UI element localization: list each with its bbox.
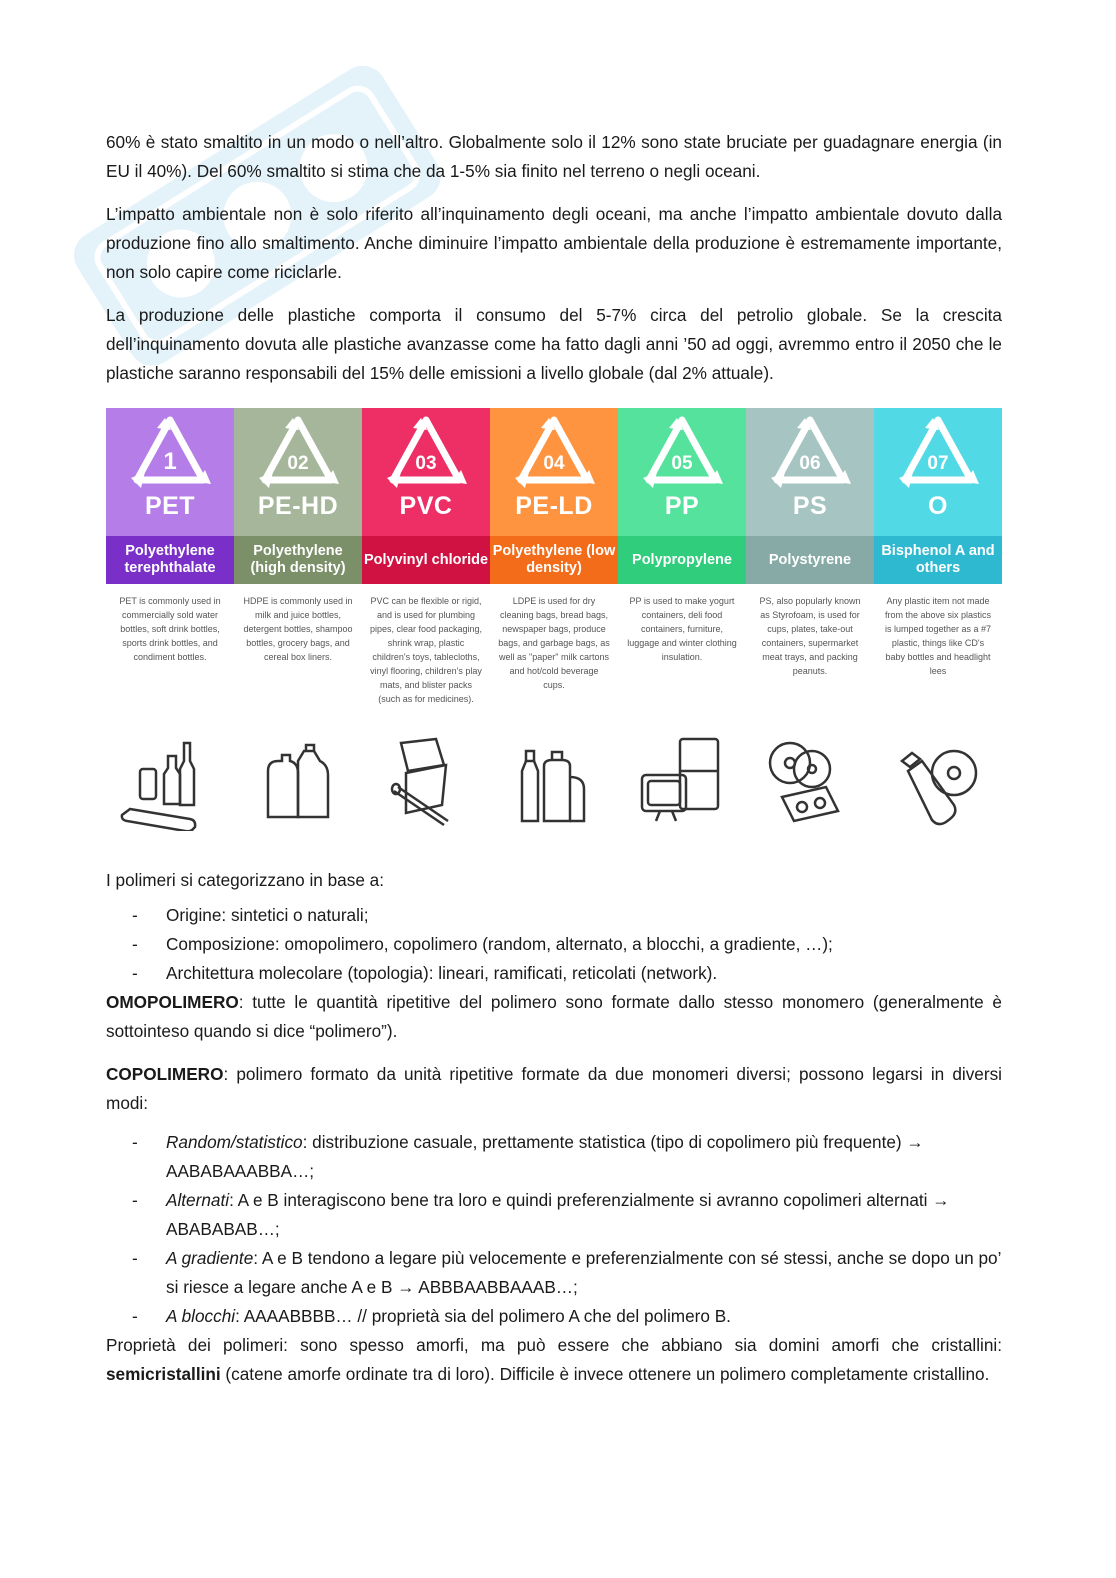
plastic-type-o xyxy=(874,408,1002,836)
resin-code-abbreviation: PE-LD xyxy=(515,492,593,520)
plastic-description: PS, also popularly known as Styrofoam, is used for cups, plates, take-out containers, supermarket meat trays, and packing peanuts. xyxy=(759,596,861,676)
resin-code-number: 06 xyxy=(799,453,821,474)
plastic-types-infographic xyxy=(106,408,1002,848)
resin-code-number: 1 xyxy=(163,448,177,475)
plastic-header xyxy=(618,408,746,536)
paragraph-environmental-impact: L’impatto ambientale non è solo riferito all’inquinamento degli oceani, ma anche l’impatto ambientale dovuto dalla produzione fino allo smaltimento. Anche diminuire l’impatto ambientale della produzione è estremamente importante, non solo capire come riciclarle. xyxy=(106,204,1002,282)
plastic-header xyxy=(874,408,1002,536)
resin-code-number: 07 xyxy=(927,453,949,474)
plastic-type-pp xyxy=(618,408,746,836)
plastic-type-pvc xyxy=(362,408,490,836)
detergent-bottles-icon xyxy=(504,726,604,836)
copolimero-type-label: Alternati xyxy=(166,1190,230,1210)
copolimero-list xyxy=(106,1128,1002,1331)
discs-videotape-icon xyxy=(760,726,860,836)
resin-code-abbreviation: PET xyxy=(144,492,196,520)
recycling-triangle-icon xyxy=(895,414,981,494)
omopolimero-text: : tutte le quantità ripetitive del polimero sono formate dallo stesso monomero (generalmente è sottointeso quando si dice “polimero”). xyxy=(106,992,1002,1041)
plastic-description: PET is commonly used in commercially sold water bottles, soft drink bottles, sports drink bottles, and condiment bottles. xyxy=(119,596,221,662)
pipe-roll-icon xyxy=(376,726,476,836)
plastic-type-pe-hd xyxy=(234,408,362,836)
plastic-description: PVC can be flexible or rigid, and is used for plumbing pipes, clear food packaging, shrink wrap, plastic children's toys, tablecloths, vinyl flooring, children's play mats, and blister packs (such as for medicines). xyxy=(369,596,483,704)
list-item: - Alternati: A e B interagiscono bene tra loro e quindi preferenzialmente si avranno copolimeri alternati → ABABABAB…; xyxy=(106,1186,1002,1244)
resin-code-abbreviation: PS xyxy=(792,492,828,520)
plastic-description: PP is used to make yogurt containers, deli food containers, furniture, luggage and winter clothing insulation. xyxy=(627,596,737,662)
plastic-header xyxy=(490,408,618,536)
appliances-icon xyxy=(632,726,732,836)
copolimero-type-label: Random/statistico xyxy=(166,1132,303,1152)
copolimero-text: : polimero formato da unità ripetitive formate da due monomeri diversi; possono legarsi in diversi modi: xyxy=(106,1064,1002,1113)
resin-code-number: 05 xyxy=(671,453,693,474)
list-item: - Origine: sintetici o naturali; xyxy=(106,901,1002,930)
resin-code-abbreviation: PP xyxy=(664,492,700,520)
resin-code-abbreviation: PVC xyxy=(399,492,453,520)
list-item: - Architettura molecolare (topologia): lineari, ramificati, reticolati (network). xyxy=(106,959,1002,988)
resin-code-abbreviation: PE-HD xyxy=(257,492,339,520)
paragraph-production: La produzione delle plastiche comporta il consumo del 5-7% circa del petrolio globale. Se la crescita dell’inquinamento dovuta alle plastiche avanzasse come ha fatto dagli anni ’50 ad oggi, avremmo entro il 2050 che le plastiche saranno responsabili del 15% delle emissioni a livello globale (dal 2% attuale). xyxy=(106,305,1002,383)
resin-code-number: 04 xyxy=(543,453,565,474)
paragraph-disposal: 60% è stato smaltito in un modo o nell’altro. Globalmente solo il 12% sono state bruciate per guadagnare energia (in EU il 40%). Del 60% smaltito si stima che da 1-5% sia finito nel terreno o negli oceani. xyxy=(106,132,1002,181)
copolimero-type-label: A gradiente xyxy=(166,1248,254,1268)
semicristallini-term: semicristallini xyxy=(106,1364,221,1384)
resin-code-number: 03 xyxy=(415,453,437,474)
copolimero-type-label: A blocchi xyxy=(166,1306,236,1326)
list-item: - Composizione: omopolimero, copolimero (random, alternato, a blocchi, a gradiente, …); xyxy=(106,930,1002,959)
copolimero-definition xyxy=(106,1060,1002,1118)
copolimero-term: COPOLIMERO xyxy=(106,1064,224,1084)
plastic-name: Bisphenol A and others xyxy=(874,536,1002,584)
resin-code-number: 02 xyxy=(287,453,309,474)
jugs-icon xyxy=(248,726,348,836)
recycling-triangle-icon xyxy=(511,414,597,494)
plastic-header xyxy=(106,408,234,536)
plastic-header xyxy=(362,408,490,536)
plastic-type-pe-ld xyxy=(490,408,618,836)
plastic-type-pet xyxy=(106,408,234,836)
omopolimero-term: OMOPOLIMERO xyxy=(106,992,239,1012)
list-item: - A blocchi: AAAABBBB… // proprietà sia del polimero A che del polimero B. xyxy=(106,1302,1002,1331)
plastic-type-ps xyxy=(746,408,874,836)
recycling-triangle-icon xyxy=(767,414,853,494)
plastic-name: Polypropylene xyxy=(618,536,746,584)
plastic-header xyxy=(234,408,362,536)
list-item: - Random/statistico: distribuzione casuale, prettamente statistica (tipo di copolimero più frequente) → AABABAAABBA…; xyxy=(106,1128,1002,1186)
plastic-name: Polyethylene (low density) xyxy=(490,536,618,584)
categorization-list xyxy=(106,901,1002,988)
recycling-triangle-icon xyxy=(383,414,469,494)
recycling-triangle-icon xyxy=(127,414,213,494)
plastic-description: LDPE is used for dry cleaning bags, bread bags, newspaper bags, produce bags, and garbage bags, as well as "paper" milk cartons and hot/cold beverage cups. xyxy=(498,596,610,690)
recycling-triangle-icon xyxy=(255,414,341,494)
categorization-intro: I polimeri si categorizzano in base a: xyxy=(106,870,385,890)
list-item: - A gradiente: A e B tendono a legare più velocemente e preferenzialmente con sé stessi, anche se dopo un po’ si riesce a legare anche A e B → ABBBAABBAAAB…; xyxy=(106,1244,1002,1302)
plastic-header xyxy=(746,408,874,536)
plastic-name: Polyvinyl chloride xyxy=(362,536,490,584)
plastic-description: HDPE is commonly used in milk and juice bottles, detergent bottles, shampoo bottles, grocery bags, and cereal box liners. xyxy=(243,596,353,662)
recycling-triangle-icon xyxy=(639,414,725,494)
plastic-description: Any plastic item not made from the above six plastics is lumped together as a #7 plastic, things like CD's baby bottles and headlight lees xyxy=(884,596,992,676)
properties-paragraph: Proprietà dei polimeri: sono spesso amorfi, ma può essere che abbiano sia domini amorfi che cristallini: semicristallini (catene amorfe ordinate tra di loro). Difficile è invece ottenere un polimero completamente cristallino. xyxy=(106,1335,1002,1384)
plastic-name: Polystyrene xyxy=(746,536,874,584)
resin-code-abbreviation: O xyxy=(928,492,948,520)
spray-can-cd-icon xyxy=(888,726,988,836)
bottles-icon xyxy=(120,726,220,836)
omopolimero-definition xyxy=(106,988,1002,1046)
plastic-name: Polyethylene (high density) xyxy=(234,536,362,584)
plastic-name: Polyethylene terephthalate xyxy=(106,536,234,584)
document-page xyxy=(106,128,1002,1403)
